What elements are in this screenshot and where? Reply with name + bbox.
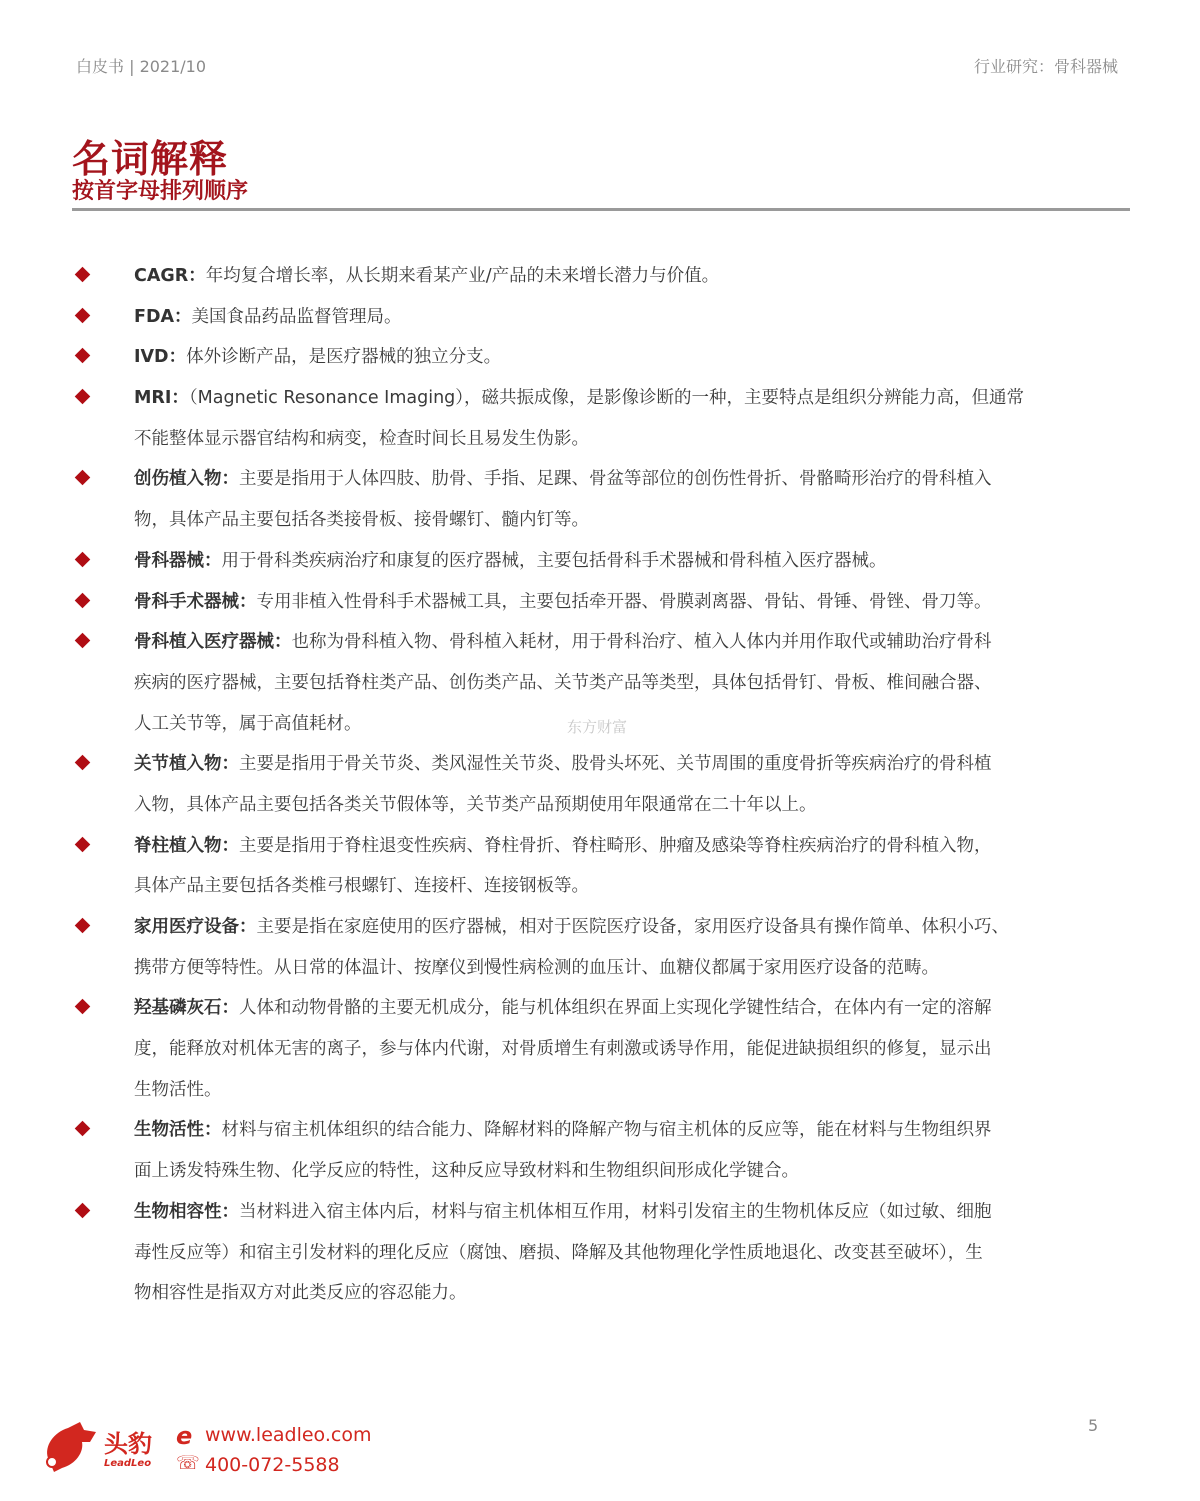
- item-term: 羟基磷灰石：: [134, 998, 239, 1019]
- item-line: [0, 907, 1200, 948]
- leopard-logo-icon: [40, 1418, 100, 1474]
- item-term: IVD：: [134, 347, 187, 368]
- item-definition: 用于骨科类疾病治疗和康复的医疗器械，主要包括骨科手术器械和骨科植入医疗器械。: [221, 550, 887, 571]
- item-definition: （Magnetic Resonance Imaging），磁共振成像，是影像诊断的一种，主要特点是组织分辨能力高，但通常: [188, 388, 1025, 409]
- glossary-item: [0, 907, 1200, 988]
- item-term: 骨科植入医疗器械：: [134, 632, 292, 653]
- item-definition: 专用非植入性骨科手术器械工具，主要包括牵开器、骨膜剥离器、骨钻、骨锤、骨锉、骨刀等。: [256, 591, 992, 612]
- item-line: [0, 256, 1200, 297]
- glossary-item: [0, 744, 1200, 825]
- title-divider: [72, 208, 1130, 211]
- item-definition: 面上诱发特殊生物、化学反应的特性，这种反应导致材料和生物组织间形成化学键合。: [134, 1161, 799, 1182]
- brand-name: 头豹: [104, 1430, 152, 1458]
- item-line: [0, 1233, 1200, 1274]
- glossary-item: [0, 459, 1200, 540]
- item-definition: 也称为骨科植入物、骨科植入耗材，用于骨科治疗、植入人体内并用作取代或辅助治疗骨科: [291, 632, 992, 653]
- item-definition: 入物，具体产品主要包括各类关节假体等，关节类产品预期使用年限通常在二十年以上。: [134, 794, 817, 815]
- item-definition: 生物活性。: [134, 1079, 222, 1100]
- item-definition: 携带方便等特性。从日常的体温计、按摩仪到慢性病检测的血压计、血糖仪都属于家用医疗设备的范畴。: [134, 957, 939, 978]
- item-definition: 人工关节等，属于高值耗材。: [134, 713, 362, 734]
- item-line: [0, 663, 1200, 704]
- item-definition: 度，能释放对机体无害的离子，参与体内代谢，对骨质增生有刺激或诱导作用，能促进缺损组织的修复，显示出: [134, 1039, 992, 1060]
- item-definition: 材料与宿主机体组织的结合能力、降解材料的降解产物与宿主机体的反应等，能在材料与生物组织界: [221, 1120, 992, 1141]
- item-line: [0, 988, 1200, 1029]
- glossary-item: [0, 541, 1200, 582]
- glossary-item: [0, 378, 1200, 459]
- item-definition: 年均复合增长率，从长期来看某产业/产品的未来增长潜力与价值。: [205, 266, 720, 286]
- item-line: [0, 866, 1200, 907]
- item-definition: 物相容性是指双方对此类反应的容忍能力。: [134, 1283, 467, 1304]
- item-line: [0, 826, 1200, 867]
- page-number: 5: [1088, 1416, 1099, 1435]
- item-line: [0, 744, 1200, 785]
- item-line: [0, 541, 1200, 582]
- glossary-item: [0, 337, 1200, 378]
- item-term: CAGR：: [134, 266, 206, 286]
- item-line: [0, 1070, 1200, 1111]
- item-definition: 人体和动物骨骼的主要无机成分，能与机体组织在界面上实现化学键性结合，在体内有一定的溶解: [239, 998, 992, 1019]
- item-line: [0, 622, 1200, 663]
- item-line: [0, 785, 1200, 826]
- item-term: 骨科手术器械：: [134, 591, 257, 612]
- item-line: [0, 948, 1200, 989]
- website-link[interactable]: www.leadleo.com: [205, 1424, 372, 1446]
- item-definition: 物，具体产品主要包括各类接骨板、接骨螺钉、髓内钉等。: [134, 510, 589, 531]
- item-line: [0, 297, 1200, 338]
- watermark: 东方财富: [567, 718, 628, 736]
- item-definition: 美国食品药品监督管理局。: [191, 306, 402, 327]
- glossary-item: [0, 297, 1200, 338]
- item-line: [0, 1029, 1200, 1070]
- glossary-item: [0, 1192, 1200, 1314]
- item-line: [0, 378, 1200, 419]
- item-term: 脊柱植入物：: [134, 835, 239, 856]
- item-term: MRI：: [134, 388, 189, 409]
- item-term: 家用医疗设备：: [134, 917, 257, 937]
- glossary-item: [0, 256, 1200, 297]
- glossary-item: [0, 988, 1200, 1110]
- item-definition: 毒性反应等）和宿主引发材料的理化反应（腐蚀、磨损、降解及其他物理化学性质地退化、改变甚至破坏），生: [134, 1242, 983, 1263]
- item-line: [0, 500, 1200, 541]
- item-definition: 体外诊断产品，是医疗器械的独立分支。: [186, 347, 502, 368]
- item-definition: 主要是指在家庭使用的医疗器械，相对于医院医疗设备，家用医疗设备具有操作简单、体积小巧、: [256, 917, 1009, 937]
- item-definition: 主要是指用于骨关节炎、类风湿性关节炎、股骨头坏死、关节周围的重度骨折等疾病治疗的骨科植: [239, 754, 992, 775]
- item-line: [0, 459, 1200, 500]
- glossary-item: [0, 582, 1200, 623]
- item-definition: 不能整体显示器官结构和病变，检查时间长且易发生伪影。: [134, 428, 589, 449]
- item-line: [0, 1151, 1200, 1192]
- page-subtitle: 按首字母排列顺序: [72, 179, 249, 204]
- item-term: 创伤植入物：: [134, 469, 239, 490]
- item-definition: 具体产品主要包括各类椎弓根螺钉、连接杆、连接钢板等。: [134, 876, 589, 897]
- header-report-type-date: 白皮书 | 2021/10: [76, 57, 207, 76]
- item-definition: 当材料进入宿主体内后，材料与宿主机体相互作用，材料引发宿主的生物机体反应（如过敏、细胞: [239, 1201, 992, 1222]
- page-title: 名词解释: [72, 137, 229, 181]
- item-definition: 主要是指用于人体四肢、肋骨、手指、足踝、骨盆等部位的创伤性骨折、骨骼畸形治疗的骨科植入: [239, 469, 992, 490]
- item-line: [0, 1273, 1200, 1314]
- item-line: [0, 1110, 1200, 1151]
- item-definition: 主要是指用于脊柱退变性疾病、脊柱骨折、脊柱畸形、肿瘤及感染等脊柱疾病治疗的骨科植入物，: [239, 835, 992, 856]
- item-term: 骨科器械：: [134, 550, 222, 571]
- item-definition: 疾病的医疗器械，主要包括脊柱类产品、创伤类产品、关节类产品等类型，具体包括骨钉、骨板、椎间融合器、: [134, 672, 992, 693]
- item-line: [0, 1192, 1200, 1233]
- item-line: [0, 419, 1200, 460]
- item-term: 生物活性：: [134, 1120, 222, 1141]
- glossary-item: [0, 826, 1200, 907]
- glossary-item: [0, 1110, 1200, 1191]
- item-line: [0, 582, 1200, 623]
- item-line: [0, 337, 1200, 378]
- glossary-list: [0, 256, 1200, 1314]
- phone-icon: ☏: [176, 1452, 200, 1474]
- brand-name-en: LeadLeo: [104, 1458, 152, 1469]
- web-icon: e: [176, 1422, 193, 1450]
- phone-number: 400-072-5588: [205, 1454, 340, 1476]
- item-term: 生物相容性：: [134, 1201, 239, 1222]
- item-term: 关节植入物：: [134, 754, 239, 775]
- item-term: FDA：: [134, 306, 192, 327]
- header-section: 行业研究：骨科器械: [973, 57, 1118, 76]
